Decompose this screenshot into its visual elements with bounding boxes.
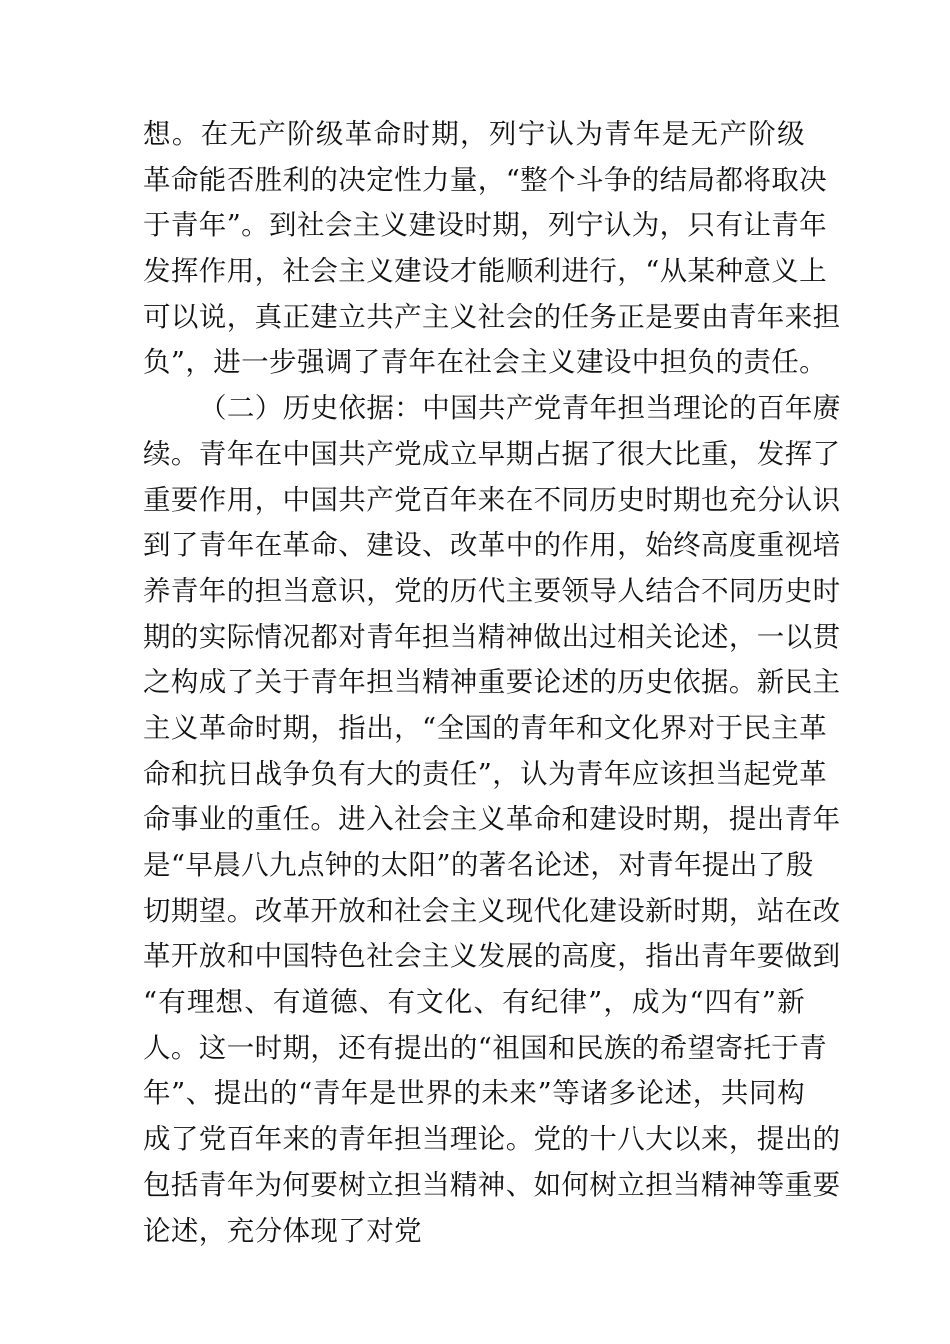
text-line: 期的实际情况都对青年担当精神做出过相关论述，一以贯 (143, 620, 841, 653)
text-line: 想。在无产阶级革命时期，列宁认为青年是无产阶级 (143, 118, 805, 150)
text-line: “有理想、有道德、有文化、有纪律”，成为“四有”新 (143, 986, 805, 1019)
text-line: 革命能否胜利的决定性力量，“整个斗争的结局都将取决 (143, 163, 828, 196)
section-heading-line: （二）历史依据：中国共产党青年担当理论的百年赓 (199, 392, 841, 425)
text-line: 成了党百年来的青年担当理论。党的十八大以来，提出的 (143, 1123, 841, 1156)
text-line: 可以说，真正建立共产主义社会的任务正是要由青年来担 (143, 300, 841, 333)
text-line: 到了青年在革命、建设、改革中的作用，始终高度重视培 (143, 529, 841, 562)
text-line: 人。这一时期，还有提出的“祖国和民族的希望寄托于青 (143, 1031, 828, 1064)
paragraph-historical-basis (143, 386, 841, 1254)
text-line: 切期望。改革开放和社会主义现代化建设新时期，站在改 (143, 894, 841, 927)
text-line: 发挥作用，社会主义建设才能顺利进行，“从某种意义上 (143, 255, 828, 288)
text-line: 续。青年在中国共产党成立早期占据了很大比重，发挥了 (143, 437, 841, 470)
text-line: 负”，进一步强调了青年在社会主义建设中担负的责任。 (143, 346, 828, 379)
text-line: 重要作用，中国共产党百年来在不同历史时期也充分认识 (143, 483, 841, 516)
text-line: 之构成了关于青年担当精神重要论述的历史依据。新民主 (143, 666, 841, 699)
text-line: 命事业的重任。进入社会主义革命和建设时期，提出青年 (143, 803, 841, 836)
text-line: 包括青年为何要树立担当精神、如何树立担当精神等重要 (143, 1168, 841, 1201)
text-line: 养青年的担当意识，党的历代主要领导人结合不同历史时 (143, 574, 841, 607)
text-line: 年”、提出的“青年是世界的未来”等诸多论述，共同构 (143, 1077, 805, 1110)
text-line: 命和抗日战争负有大的责任”，认为青年应该担当起党革 (143, 757, 828, 790)
body-text (143, 112, 841, 1254)
paragraph-leninist-view (143, 112, 841, 386)
text-line: 论述，充分体现了对党 (143, 1214, 422, 1247)
text-line: 主义革命时期，指出，“全国的青年和文化界对于民主革 (143, 711, 828, 744)
text-line: 是“早晨八九点钟的太阳”的著名论述，对青年提出了殷 (143, 849, 814, 881)
text-line: 革开放和中国特色社会主义发展的高度，指出青年要做到 (143, 940, 841, 973)
text-line: 于青年”。到社会主义建设时期，列宁认为，只有让青年 (143, 209, 828, 242)
